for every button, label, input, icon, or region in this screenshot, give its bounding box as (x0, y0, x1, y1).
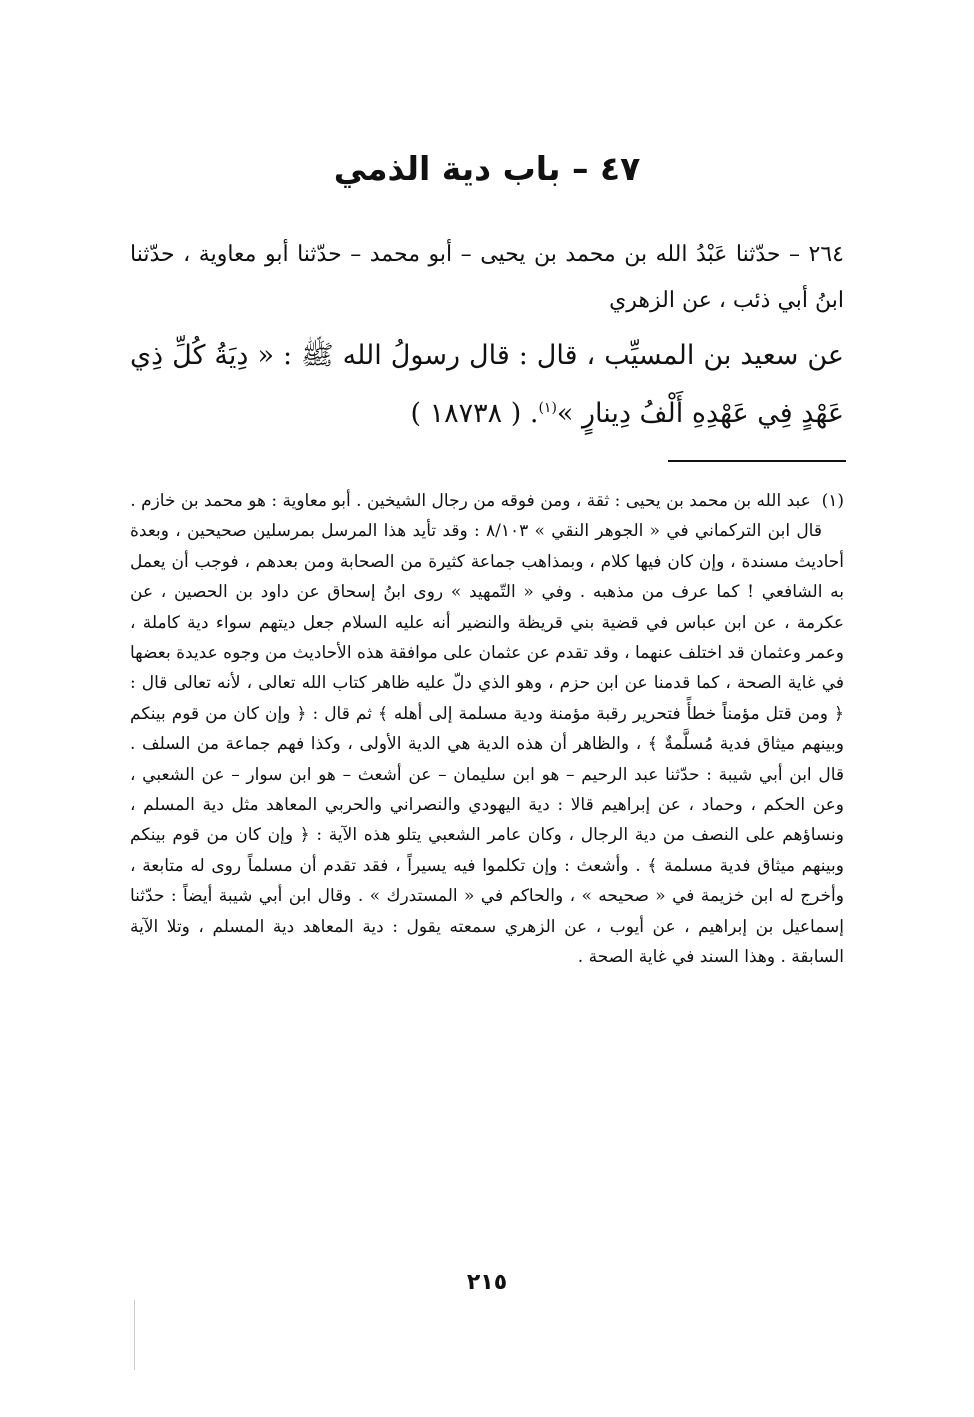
hadith-isnad (130, 232, 844, 324)
scan-margin-line (134, 1300, 135, 1370)
footnote (130, 486, 844, 973)
footnote-marker: (١) (538, 400, 557, 416)
isnad-line-2: حدّثنا ابنُ أبي ذئب ، عن الزهري (130, 242, 844, 313)
chapter-title: ٤٧ – باب دية الذمي (333, 149, 641, 188)
footnote-text: عبد الله بن محمد بن يحيى : ثقة ، ومن فوقه من رجال الشيخين . أبو معاوية : هو محمد بن خازم . (130, 491, 811, 511)
footnote-separator (668, 460, 846, 462)
hadith-matn (130, 330, 844, 440)
page-number: ٢١٥ (466, 1270, 508, 1295)
footnote-second-paragraph: قال ابن التركماني في « الجوهر النقي » ٨/١٠٣ : وقد تأيد هذا المرسل بمرسلين صحيحين ، وبعدة أحاديث مسندة ، وإن كان فيها كلام ، وبمذاهب جماعة كثيرة من الصحابة ومن بعدهم ، فوجب أن يعمل به الشافعي ! كما عرف من مذهبه . وفي « التّمهيد » روى ابنُ إسحاق عن داود بن الحصين ، عن عكرمة ، عن ابن عباس في قضية بني قريظة والنضير أنه عليه السلام جعل ديتهم سواء دية كاملة ، وعمر وعثمان قد اختلف عنهما ، وقد تقدم عن عثمان على موافقة هذه الأحاديث من وجوه عديدة بعضها في غاية الصحة ، كما قدمنا عن ابن حزم ، وهو الذي دلّ عليه ظاهر كتاب الله تعالى ، لأنه تعالى قال : ﴿ ومن قتل مؤمناً خطأً فتحرير رقبة مؤمنة ودية مسلمة إلى أهله ﴾ ثم قال : ﴿ وإن كان من قوم بينكم وبينهم ميثاق فدية مُسلَّمةٌ ﴾ ، والظاهر أن هذه الدية هي الدية الأولى ، وكذا فهم جماعة من السلف . قال ابن أبي شيبة : حدّثنا عبد الرحيم – هو ابن سليمان – عن أشعث – هو ابن سوار – عن الشعبي ، وعن الحكم ، وحماد ، عن إبراهيم قالا : دية اليهودي والنصراني والحربي المعاهد مثل دية المسلم ، ونساؤهم على النصف من دية الرجال ، وكان عامر الشعبي يتلو هذه الآية : ﴿ وإن كان من قوم بينكم وبينهم ميثاق فدية مسلمة ﴾ . وأشعث : وإن تكلموا فيه يسيراً ، فقد تقدم أن مسلماً روى له متابعة ، وأخرج له ابن خزيمة في « صحيحه » ، والحاكم في « المستدرك » . وقال ابن أبي شيبة أيضاً : حدّثنا إسماعيل بن إبراهيم ، عن أيوب ، عن الزهري سمعته يقول : دية المعاهد دية المسلم ، وتلا الآية السابقة . وهذا السند في غاية الصحة . (130, 521, 844, 968)
footnote-number: (١) (821, 491, 844, 511)
hadith-number: . ( ١٨٧٣٨ ) (410, 398, 539, 429)
isnad-line-1: ٢٦٤ – حدّثنا عَبْدُ الله بن محمد بن يحيى – أبو محمد – حدّثنا أبو معاوية ، (183, 242, 844, 267)
matn-text: عن سعيد بن المسيِّب ، قال : قال رسولُ الله ﷺ : « دِيَةُ كُلِّ ذِي عَهْدٍ فِي عَهْدِهِ أَلْفُ دِينارٍ » (130, 340, 844, 429)
footnote-first-paragraph (130, 486, 844, 516)
